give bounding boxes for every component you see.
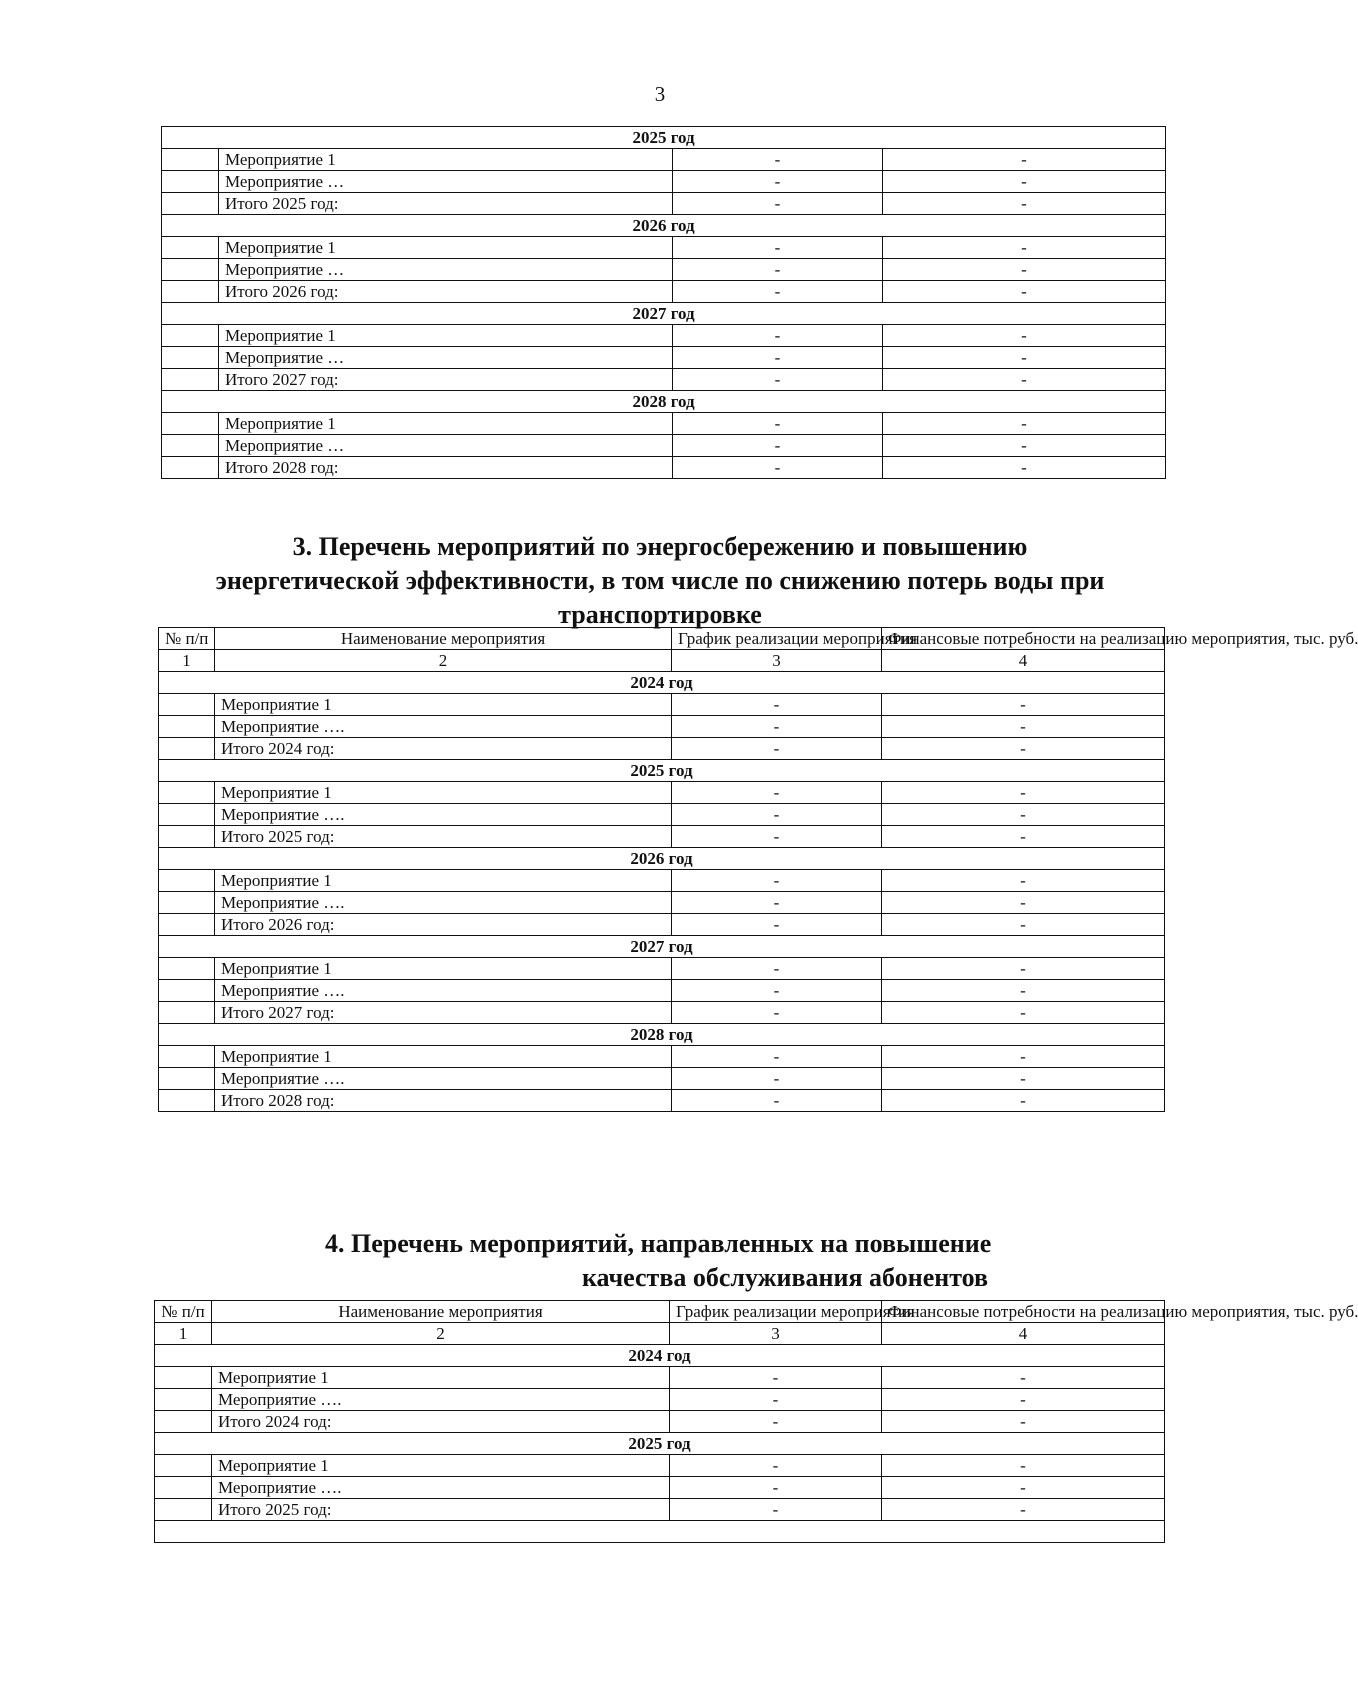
header-number: № п/п	[159, 628, 215, 650]
measure-finance: -	[882, 1455, 1165, 1477]
measure-schedule: -	[673, 149, 883, 171]
measure-schedule: -	[670, 1389, 882, 1411]
total-label: Итого 2026 год:	[215, 914, 672, 936]
year-heading: 2028 год	[162, 391, 1166, 413]
measure-name: Мероприятие ….	[215, 804, 672, 826]
row-number	[155, 1367, 212, 1389]
total-finance: -	[883, 457, 1166, 479]
measure-name: Мероприятие 1	[219, 149, 673, 171]
row-number	[162, 435, 219, 457]
measure-schedule: -	[672, 716, 882, 738]
section3-heading	[150, 530, 1170, 632]
measure-finance: -	[882, 716, 1165, 738]
table-row	[159, 1046, 1165, 1068]
row-number	[159, 826, 215, 848]
table-row	[159, 716, 1165, 738]
row-number	[162, 259, 219, 281]
empty-cell	[155, 1521, 1165, 1543]
total-schedule: -	[670, 1499, 882, 1521]
page-number: 3	[654, 82, 666, 106]
year-row	[159, 848, 1165, 870]
total-finance: -	[883, 193, 1166, 215]
measure-finance: -	[882, 892, 1165, 914]
row-number	[159, 716, 215, 738]
total-label: Итого 2028 год:	[215, 1090, 672, 1112]
measure-name: Мероприятие ….	[215, 1068, 672, 1090]
year-row	[162, 303, 1166, 325]
total-row	[162, 281, 1166, 303]
total-row	[162, 193, 1166, 215]
total-schedule: -	[673, 193, 883, 215]
table-row	[162, 347, 1166, 369]
year-row	[162, 215, 1166, 237]
year-heading: 2027 год	[159, 936, 1165, 958]
row-number	[155, 1477, 212, 1499]
column-number: 4	[882, 650, 1165, 672]
year-row	[159, 760, 1165, 782]
table-row	[162, 171, 1166, 193]
total-finance: -	[882, 738, 1165, 760]
total-row	[159, 738, 1165, 760]
total-schedule: -	[672, 1090, 882, 1112]
row-number	[159, 804, 215, 826]
measure-finance: -	[882, 694, 1165, 716]
total-row	[159, 1090, 1165, 1112]
row-number	[162, 193, 219, 215]
total-label: Итого 2024 год:	[215, 738, 672, 760]
header-schedule: График реализации мероприятия	[670, 1301, 882, 1323]
table-row	[162, 259, 1166, 281]
total-row	[159, 914, 1165, 936]
year-heading: 2026 год	[159, 848, 1165, 870]
measure-finance: -	[882, 804, 1165, 826]
table-row	[162, 325, 1166, 347]
measure-schedule: -	[670, 1477, 882, 1499]
year-heading: 2028 год	[159, 1024, 1165, 1046]
row-number	[159, 958, 215, 980]
measure-finance: -	[882, 1068, 1165, 1090]
row-number	[162, 413, 219, 435]
measure-schedule: -	[672, 782, 882, 804]
column-number: 1	[155, 1323, 212, 1345]
measure-name: Мероприятие 1	[212, 1455, 670, 1477]
section4-heading-line1: 4. Перечень мероприятий, направленных на повышение	[325, 1229, 992, 1258]
measure-schedule: -	[672, 980, 882, 1002]
total-schedule: -	[673, 281, 883, 303]
total-finance: -	[883, 369, 1166, 391]
table-row	[159, 804, 1165, 826]
section3-table	[158, 627, 1358, 1112]
measure-name: Мероприятие 1	[215, 870, 672, 892]
measure-name: Мероприятие 1	[219, 413, 673, 435]
total-finance: -	[883, 281, 1166, 303]
measure-finance: -	[882, 870, 1165, 892]
row-number	[159, 914, 215, 936]
total-finance: -	[882, 1499, 1165, 1521]
measure-name: Мероприятие 1	[219, 237, 673, 259]
measure-finance: -	[882, 1046, 1165, 1068]
table-row	[159, 1068, 1165, 1090]
table-row	[159, 980, 1165, 1002]
table-row	[155, 1389, 1165, 1411]
table-row	[159, 958, 1165, 980]
measure-finance: -	[882, 1367, 1165, 1389]
table-row	[155, 1477, 1165, 1499]
total-label: Итого 2026 год:	[219, 281, 673, 303]
row-number	[162, 347, 219, 369]
table-row	[159, 782, 1165, 804]
measure-finance: -	[883, 325, 1166, 347]
measure-schedule: -	[673, 435, 883, 457]
total-finance: -	[882, 1411, 1165, 1433]
total-schedule: -	[672, 826, 882, 848]
total-label: Итого 2025 год:	[215, 826, 672, 848]
measure-name: Мероприятие …	[219, 347, 673, 369]
total-schedule: -	[673, 369, 883, 391]
continuation-table	[161, 126, 1166, 479]
row-number	[155, 1411, 212, 1433]
measure-finance: -	[883, 259, 1166, 281]
row-number	[159, 694, 215, 716]
measure-finance: -	[882, 1389, 1165, 1411]
total-row	[159, 1002, 1165, 1024]
header-row	[155, 1301, 1165, 1323]
empty-row	[155, 1521, 1165, 1543]
column-number: 3	[672, 650, 882, 672]
total-label: Итого 2027 год:	[219, 369, 673, 391]
row-number	[155, 1389, 212, 1411]
year-heading: 2024 год	[159, 672, 1165, 694]
row-number	[162, 171, 219, 193]
total-row	[159, 826, 1165, 848]
column-number: 4	[882, 1323, 1165, 1345]
row-number	[162, 457, 219, 479]
measure-schedule: -	[673, 237, 883, 259]
table-row	[159, 870, 1165, 892]
total-finance: -	[882, 914, 1165, 936]
measure-schedule: -	[672, 694, 882, 716]
measure-finance: -	[882, 1477, 1165, 1499]
table-row	[155, 1455, 1165, 1477]
measure-finance: -	[882, 980, 1165, 1002]
section4-table	[154, 1300, 1358, 1543]
measure-name: Мероприятие ….	[212, 1477, 670, 1499]
year-row	[155, 1345, 1165, 1367]
table-row	[162, 435, 1166, 457]
total-schedule: -	[672, 1002, 882, 1024]
measure-name: Мероприятие 1	[215, 694, 672, 716]
measure-finance: -	[883, 435, 1166, 457]
measure-schedule: -	[673, 347, 883, 369]
row-number	[159, 1068, 215, 1090]
measure-name: Мероприятие 1	[215, 782, 672, 804]
row-number	[159, 738, 215, 760]
measure-name: Мероприятие …	[219, 435, 673, 457]
total-finance: -	[882, 1002, 1165, 1024]
total-finance: -	[882, 826, 1165, 848]
total-label: Итого 2024 год:	[212, 1411, 670, 1433]
row-number	[155, 1455, 212, 1477]
header-schedule: График реализации мероприятия	[672, 628, 882, 650]
measure-finance: -	[883, 171, 1166, 193]
measure-schedule: -	[672, 804, 882, 826]
total-schedule: -	[672, 914, 882, 936]
measure-name: Мероприятие ….	[215, 980, 672, 1002]
measure-name: Мероприятие 1	[215, 1046, 672, 1068]
table-row	[159, 892, 1165, 914]
year-heading: 2024 год	[155, 1345, 1165, 1367]
measure-name: Мероприятие ….	[215, 716, 672, 738]
measure-finance: -	[882, 782, 1165, 804]
total-label: Итого 2027 год:	[215, 1002, 672, 1024]
measure-schedule: -	[672, 958, 882, 980]
year-row	[159, 1024, 1165, 1046]
row-number	[162, 237, 219, 259]
measure-schedule: -	[673, 413, 883, 435]
row-number	[159, 782, 215, 804]
section3-heading-line3: транспортировке	[558, 600, 762, 629]
measure-finance: -	[883, 237, 1166, 259]
column-number: 2	[212, 1323, 670, 1345]
year-row	[155, 1433, 1165, 1455]
section3-heading-line1: 3. Перечень мероприятий по энергосбережению и повышению	[292, 532, 1028, 561]
section4-table-body	[155, 1301, 1358, 1543]
year-heading: 2025 год	[162, 127, 1166, 149]
measure-finance: -	[882, 958, 1165, 980]
measure-name: Мероприятие 1	[212, 1367, 670, 1389]
measure-finance: -	[883, 413, 1166, 435]
total-row	[155, 1499, 1165, 1521]
measure-schedule: -	[673, 259, 883, 281]
row-number	[159, 980, 215, 1002]
measure-name: Мероприятие …	[219, 259, 673, 281]
column-numbers-row	[155, 1323, 1165, 1345]
total-schedule: -	[673, 457, 883, 479]
row-number	[159, 1090, 215, 1112]
section4-heading	[325, 1227, 1125, 1295]
table-row	[162, 237, 1166, 259]
year-row	[159, 672, 1165, 694]
total-label: Итого 2025 год:	[212, 1499, 670, 1521]
total-row	[162, 457, 1166, 479]
total-label: Итого 2025 год:	[219, 193, 673, 215]
year-heading: 2025 год	[155, 1433, 1165, 1455]
measure-finance: -	[883, 347, 1166, 369]
column-number: 2	[215, 650, 672, 672]
total-schedule: -	[672, 738, 882, 760]
measure-schedule: -	[670, 1455, 882, 1477]
year-row	[159, 936, 1165, 958]
year-row	[162, 391, 1166, 413]
row-number	[162, 369, 219, 391]
year-heading: 2025 год	[159, 760, 1165, 782]
measure-schedule: -	[673, 325, 883, 347]
table-row	[155, 1367, 1165, 1389]
measure-finance: -	[883, 149, 1166, 171]
table-row	[159, 694, 1165, 716]
row-number	[159, 1046, 215, 1068]
header-row	[159, 628, 1165, 650]
header-name: Наименование мероприятия	[215, 628, 672, 650]
measure-schedule: -	[672, 1046, 882, 1068]
measure-schedule: -	[670, 1367, 882, 1389]
total-row	[162, 369, 1166, 391]
total-schedule: -	[670, 1411, 882, 1433]
total-label: Итого 2028 год:	[219, 457, 673, 479]
table-row	[162, 413, 1166, 435]
header-finance: Финансовые потребности на реализацию мероприятия, тыс. руб.	[882, 1301, 1165, 1323]
section4-heading-line2: качества обслуживания абонентов	[581, 1263, 989, 1292]
column-number: 1	[159, 650, 215, 672]
row-number	[159, 892, 215, 914]
row-number	[162, 325, 219, 347]
section3-table-body	[159, 628, 1358, 1112]
measure-schedule: -	[673, 171, 883, 193]
header-finance: Финансовые потребности на реализацию мероприятия, тыс. руб.	[882, 628, 1165, 650]
column-number: 3	[670, 1323, 882, 1345]
header-name: Наименование мероприятия	[212, 1301, 670, 1323]
total-finance: -	[882, 1090, 1165, 1112]
measure-schedule: -	[672, 870, 882, 892]
measure-schedule: -	[672, 1068, 882, 1090]
measure-name: Мероприятие ….	[215, 892, 672, 914]
year-heading: 2027 год	[162, 303, 1166, 325]
column-numbers-row	[159, 650, 1165, 672]
measure-name: Мероприятие 1	[219, 325, 673, 347]
measure-name: Мероприятие …	[219, 171, 673, 193]
measure-schedule: -	[672, 892, 882, 914]
header-number: № п/п	[155, 1301, 212, 1323]
total-row	[155, 1411, 1165, 1433]
row-number	[159, 870, 215, 892]
section3-heading-line2: энергетической эффективности, в том числе по снижению потерь воды при	[215, 566, 1105, 595]
table-row	[162, 149, 1166, 171]
year-row	[162, 127, 1166, 149]
row-number	[155, 1499, 212, 1521]
row-number	[162, 281, 219, 303]
row-number	[162, 149, 219, 171]
row-number	[159, 1002, 215, 1024]
year-heading: 2026 год	[162, 215, 1166, 237]
measure-name: Мероприятие ….	[212, 1389, 670, 1411]
measure-name: Мероприятие 1	[215, 958, 672, 980]
continuation-table-body	[162, 127, 1166, 479]
